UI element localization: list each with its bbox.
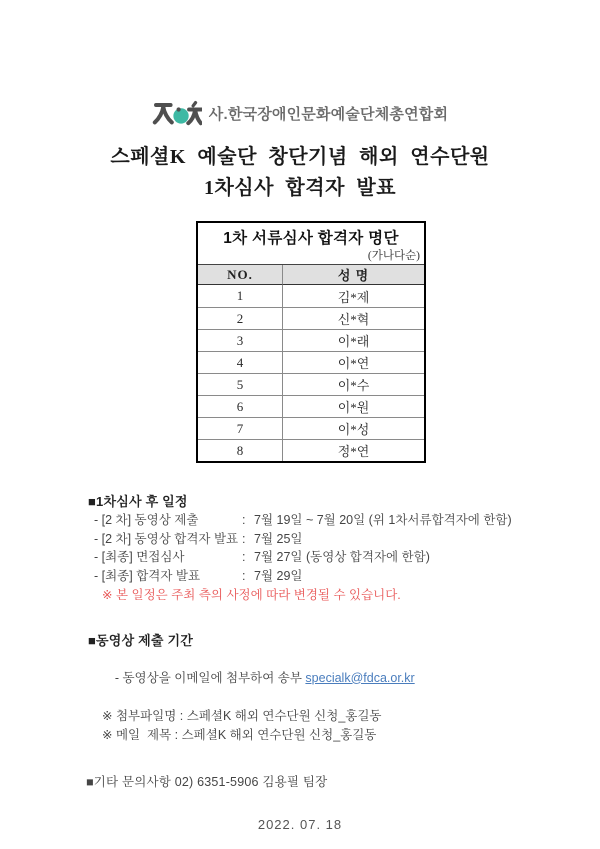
table-cell-name: 신*혁 (283, 307, 424, 329)
fdca-logo-icon (152, 100, 202, 127)
schedule-heading: ■1차심사 후 일정 (88, 494, 188, 509)
document-title (0, 142, 600, 204)
schedule-item-label: - [최종] 면접심사 (94, 550, 185, 564)
video-mail-subject-note: ※ 메일 제목 : 스페셜K 해외 연수단원 신청_홍길동 (102, 727, 377, 742)
document-title-line2: 1차심사 합격자 발표 (203, 177, 397, 199)
schedule-item-colon: : (242, 568, 246, 583)
org-name: 사.한국장애인문화예술단체총연합회 (208, 106, 449, 123)
org-logo (0, 0, 600, 127)
schedule-change-notice: ※ 본 일정은 주최 측의 사정에 따라 변경될 수 있습니다. (102, 588, 401, 602)
schedule-item-value: 7월 19일 ~ 7월 20일 (위 1차서류합격자에 한함) (254, 513, 512, 527)
table-title-cell (198, 223, 424, 265)
email-link[interactable]: specialk@fdca.or.kr (305, 670, 415, 685)
pass-list-table (196, 221, 426, 463)
table-cell-name: 이*연 (283, 351, 424, 373)
table-cell-no: 4 (198, 351, 283, 373)
schedule-item (94, 548, 560, 567)
schedule-item-value: 7월 29일 (254, 568, 303, 583)
schedule-item-colon: : (242, 513, 246, 527)
table-cell-name: 김*제 (337, 289, 370, 305)
schedule-item-value: 7월 27일 (동영상 합격자에 한함) (254, 550, 430, 564)
schedule-item-colon: : (242, 550, 246, 564)
document-date: 2022. 07. 18 (257, 816, 343, 832)
video-email-line (94, 650, 560, 707)
table-sort-note: (가나다순) (367, 250, 420, 262)
table-cell-name: 정*연 (283, 439, 424, 461)
document-title-line1: 스페셜K 예술단 창단기념 해외 연수단원 (110, 146, 490, 168)
schedule-item-label: - [2 차] 동영상 제출 (94, 513, 199, 527)
column-header-name: 성 명 (283, 265, 424, 285)
schedule-item (94, 530, 560, 549)
table-cell-no: 8 (198, 439, 283, 461)
video-email-prefix: - 동영상을 이메일에 첨부하여 송부 (114, 670, 306, 685)
schedule-item (94, 511, 560, 530)
video-submission-section (88, 631, 560, 745)
schedule-item-label: - [2 차] 동영상 합격자 발표 (94, 531, 239, 546)
table-grid (198, 265, 424, 461)
table-cell-no: 6 (198, 395, 283, 417)
schedule-item (94, 567, 560, 586)
table-cell-no: 2 (198, 307, 283, 329)
table-cell-no: 5 (198, 373, 283, 395)
schedule-section (88, 492, 560, 605)
schedule-item-label: - [최종] 합격자 발표 (94, 568, 201, 583)
table-cell-name: 이*수 (283, 373, 424, 395)
table-cell-no: 7 (198, 417, 283, 439)
table-title: 1차 서류심사 합격자 명단 (223, 230, 399, 247)
schedule-item-value: 7월 25일 (254, 531, 303, 546)
video-heading: ■동영상 제출 기간 (88, 632, 193, 648)
column-header-no: NO. (198, 265, 283, 285)
schedule-item-colon: : (242, 531, 246, 546)
contact-info: ■기타 문의사항 02) 6351-5906 김용필 팀장 (86, 774, 328, 789)
table-cell-name: 이*원 (283, 395, 424, 417)
table-cell-name: 이*래 (283, 329, 424, 351)
video-filename-note: ※ 첨부파일명 : 스페셜K 해외 연수단원 신청_홍길동 (102, 708, 382, 723)
table-cell-no: 1 (198, 285, 283, 307)
table-cell-name: 이*성 (283, 417, 424, 439)
table-cell-no: 3 (198, 329, 283, 351)
